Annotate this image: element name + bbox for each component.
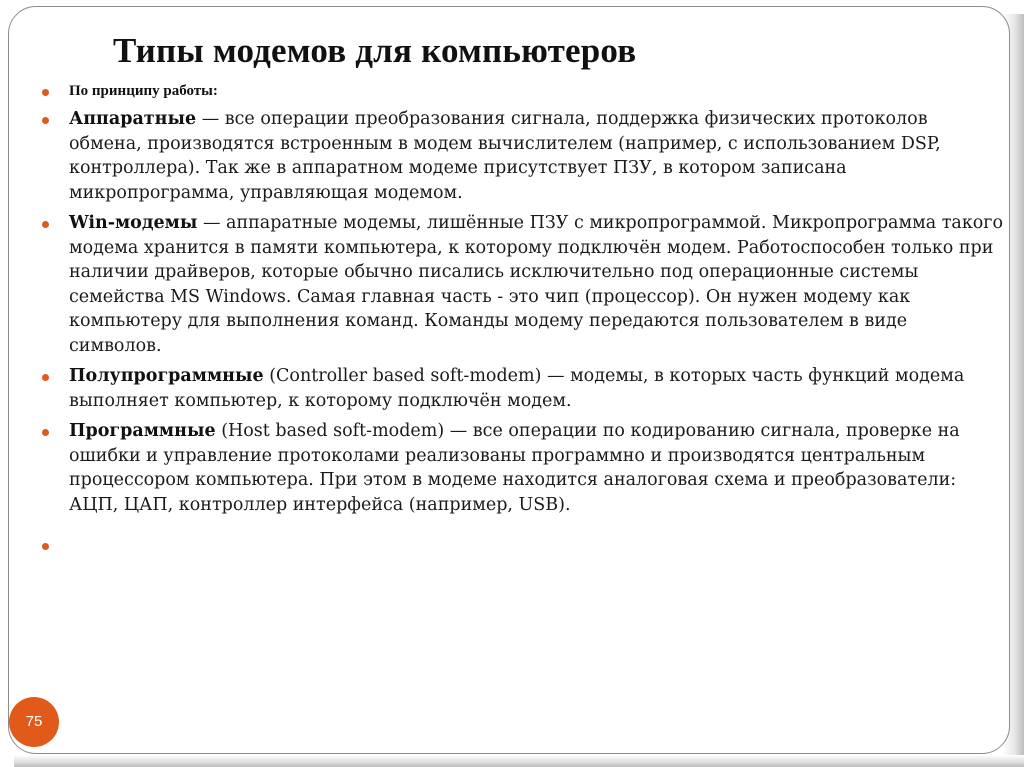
item-lead: Полупрограммные bbox=[69, 366, 264, 386]
page-number-badge: 75 bbox=[9, 697, 59, 747]
item-text: По принципу работы: bbox=[69, 83, 218, 99]
item-text: (Host based soft-modem) — все операции по кодированию сигнала, проверке на ошибки и управление протоколами реализованы программно и производятся центральным процессором компьютера. При этом в модеме находится аналоговая схема и преобразователи: АЦП, ЦАП, контроллер интерфейса (например, USB). bbox=[69, 421, 960, 515]
item-text: — все операции преобразования сигнала, поддержка физических протоколов обмена, производятся встроенным в модем вычислителем (например, с использованием DSP, контроллера). Так же в аппаратном модеме присутствует ПЗУ, в котором записана микропрограмма, управляющая модемом. bbox=[69, 109, 941, 203]
slide-frame bbox=[8, 6, 1010, 754]
bullet-list bbox=[31, 81, 1003, 557]
slide-title: Типы модемов для компьютеров bbox=[113, 31, 637, 70]
list-item bbox=[31, 107, 1003, 205]
bullet-dot-icon bbox=[42, 89, 49, 96]
page-shadow-bottom bbox=[14, 755, 1024, 767]
item-lead: Аппаратные bbox=[69, 109, 197, 129]
list-item bbox=[31, 419, 1003, 517]
bullet-dot-icon bbox=[42, 429, 49, 436]
item-lead: Программные bbox=[69, 421, 216, 441]
item-lead: Win-модемы bbox=[69, 213, 198, 233]
bullet-dot-icon bbox=[42, 543, 49, 550]
bullet-dot-icon bbox=[42, 221, 49, 228]
list-item bbox=[31, 211, 1003, 358]
list-item-empty bbox=[31, 533, 1003, 557]
item-text: — аппаратные модемы, лишённые ПЗУ с микропрограммой. Микропрограмма такого модема хранится в памяти компьютера, к которому подключён модем. Работоспособен только при наличии драйверов, которые обычно писались исключительно под операционные системы семейства MS Windows. Самая главная часть - это чип (процессор). Он нужен модему как компьютеру для выполнения команд. Команды модему передаются пользователем в виде символов. bbox=[69, 213, 1004, 356]
item-text: (Controller based soft-modem) — модемы, в которых часть функций модема выполняет компьютер, к которому подключён модем. bbox=[69, 366, 965, 411]
list-item bbox=[31, 364, 1003, 413]
bullet-dot-icon bbox=[42, 117, 49, 124]
list-item bbox=[31, 81, 1003, 101]
bullet-dot-icon bbox=[42, 374, 49, 381]
